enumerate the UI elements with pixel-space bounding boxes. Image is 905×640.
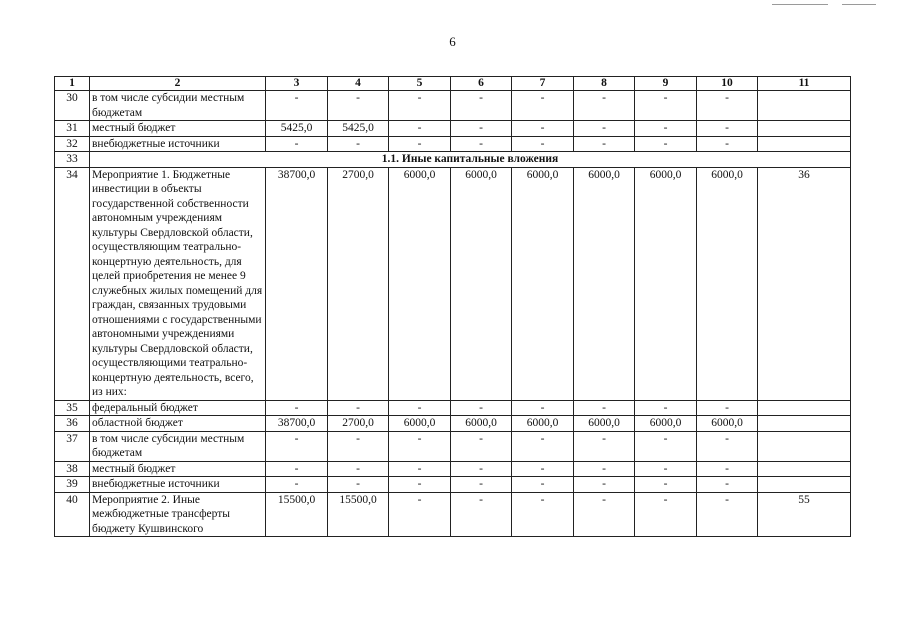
value-cell: - <box>451 91 512 121</box>
row-description: в том числе субсидии местным бюджетам <box>90 91 266 121</box>
value-cell: - <box>635 477 697 493</box>
target-indicator-cell: 36 <box>758 167 851 400</box>
column-header: 8 <box>574 77 635 91</box>
value-cell: - <box>512 121 574 137</box>
column-header: 10 <box>697 77 758 91</box>
value-cell: 6000,0 <box>389 167 451 400</box>
value-cell: 5425,0 <box>328 121 389 137</box>
column-header: 2 <box>90 77 266 91</box>
value-cell: - <box>635 492 697 537</box>
value-cell: - <box>266 91 328 121</box>
value-cell: - <box>574 136 635 152</box>
value-cell: - <box>328 477 389 493</box>
value-cell: 2700,0 <box>328 416 389 432</box>
column-header: 4 <box>328 77 389 91</box>
value-cell: - <box>635 121 697 137</box>
table-row <box>55 121 851 137</box>
value-cell: 38700,0 <box>266 416 328 432</box>
value-cell: - <box>389 492 451 537</box>
column-header: 6 <box>451 77 512 91</box>
target-indicator-cell <box>758 431 851 461</box>
row-number: 34 <box>55 167 90 400</box>
row-description: федеральный бюджет <box>90 400 266 416</box>
value-cell: - <box>512 91 574 121</box>
value-cell: - <box>328 400 389 416</box>
row-number: 30 <box>55 91 90 121</box>
column-header: 1 <box>55 77 90 91</box>
row-number: 36 <box>55 416 90 432</box>
value-cell: - <box>574 91 635 121</box>
value-cell: - <box>635 400 697 416</box>
value-cell: - <box>266 400 328 416</box>
value-cell: 6000,0 <box>697 416 758 432</box>
value-cell: - <box>389 121 451 137</box>
value-cell: 2700,0 <box>328 167 389 400</box>
table-row <box>55 416 851 432</box>
table-row <box>55 477 851 493</box>
value-cell: - <box>451 477 512 493</box>
value-cell: 6000,0 <box>451 416 512 432</box>
value-cell: - <box>574 400 635 416</box>
value-cell: - <box>574 477 635 493</box>
value-cell: 6000,0 <box>389 416 451 432</box>
column-header: 5 <box>389 77 451 91</box>
value-cell: - <box>512 400 574 416</box>
value-cell: - <box>328 91 389 121</box>
value-cell: 6000,0 <box>574 167 635 400</box>
value-cell: - <box>574 492 635 537</box>
value-cell: 6000,0 <box>512 416 574 432</box>
target-indicator-cell <box>758 121 851 137</box>
value-cell: 6000,0 <box>451 167 512 400</box>
column-number-row <box>55 77 851 91</box>
value-cell: - <box>512 136 574 152</box>
row-number: 32 <box>55 136 90 152</box>
target-indicator-cell <box>758 136 851 152</box>
table-body <box>55 77 851 537</box>
value-cell: - <box>697 431 758 461</box>
value-cell: - <box>574 121 635 137</box>
value-cell: - <box>574 431 635 461</box>
table-row <box>55 136 851 152</box>
row-number: 38 <box>55 461 90 477</box>
target-indicator-cell <box>758 461 851 477</box>
row-number: 31 <box>55 121 90 137</box>
row-description: в том числе субсидии местным бюджетам <box>90 431 266 461</box>
value-cell: - <box>697 477 758 493</box>
value-cell: - <box>328 431 389 461</box>
row-number: 33 <box>55 152 90 168</box>
section-title: 1.1. Иные капитальные вложения <box>90 152 851 168</box>
value-cell: 6000,0 <box>635 416 697 432</box>
value-cell: - <box>512 431 574 461</box>
value-cell: - <box>451 461 512 477</box>
column-header: 9 <box>635 77 697 91</box>
value-cell: 6000,0 <box>574 416 635 432</box>
table-row <box>55 400 851 416</box>
target-indicator-cell <box>758 416 851 432</box>
corner-scan-mark <box>772 4 828 5</box>
row-description: областной бюджет <box>90 416 266 432</box>
value-cell: - <box>328 136 389 152</box>
row-description: местный бюджет <box>90 461 266 477</box>
section-row <box>55 152 851 168</box>
target-indicator-cell: 55 <box>758 492 851 537</box>
value-cell: - <box>389 136 451 152</box>
row-number: 40 <box>55 492 90 537</box>
row-number: 37 <box>55 431 90 461</box>
value-cell: 5425,0 <box>266 121 328 137</box>
page-number: 6 <box>449 34 456 49</box>
value-cell: - <box>389 461 451 477</box>
corner-scan-mark-short <box>842 4 876 5</box>
row-description: Мероприятие 2. Иные межбюджетные трансферты бюджету Кушвинского <box>90 492 266 537</box>
row-description: внебюджетные источники <box>90 136 266 152</box>
value-cell: - <box>697 461 758 477</box>
value-cell: - <box>266 136 328 152</box>
value-cell: - <box>512 477 574 493</box>
table-row <box>55 431 851 461</box>
value-cell: - <box>635 136 697 152</box>
row-number: 35 <box>55 400 90 416</box>
value-cell: - <box>635 461 697 477</box>
value-cell: - <box>512 492 574 537</box>
value-cell: - <box>635 431 697 461</box>
value-cell: - <box>574 461 635 477</box>
value-cell: - <box>266 431 328 461</box>
row-number: 39 <box>55 477 90 493</box>
value-cell: 6000,0 <box>635 167 697 400</box>
value-cell: - <box>451 136 512 152</box>
column-header: 3 <box>266 77 328 91</box>
value-cell: - <box>266 461 328 477</box>
value-cell: - <box>697 492 758 537</box>
value-cell: - <box>697 136 758 152</box>
target-indicator-cell <box>758 400 851 416</box>
value-cell: - <box>389 477 451 493</box>
value-cell: 38700,0 <box>266 167 328 400</box>
value-cell: - <box>389 91 451 121</box>
value-cell: - <box>512 461 574 477</box>
target-indicator-cell <box>758 477 851 493</box>
value-cell: - <box>389 400 451 416</box>
target-indicator-cell <box>758 91 851 121</box>
value-cell: - <box>697 121 758 137</box>
value-cell: - <box>451 492 512 537</box>
row-description: Мероприятие 1. Бюджетные инвестиции в объекты государственной собственности автономным учреждениям культуры Свердловской области, осуществляющим театрально-концертную деятельность, для целей приобретения не менее 9 служебных жилых помещений для граждан, связанных трудовыми отношениями с государственными автономными учреждениями культуры Свердловской области, осуществляющими театрально-концертную деятельность, всего, из них: <box>90 167 266 400</box>
table-row <box>55 461 851 477</box>
value-cell: - <box>635 91 697 121</box>
value-cell: 15500,0 <box>328 492 389 537</box>
table-row <box>55 91 851 121</box>
value-cell: - <box>697 91 758 121</box>
value-cell: - <box>266 477 328 493</box>
value-cell: - <box>697 400 758 416</box>
value-cell: - <box>328 461 389 477</box>
value-cell: - <box>389 431 451 461</box>
column-header: 11 <box>758 77 851 91</box>
table-row <box>55 492 851 537</box>
table-row <box>55 167 851 400</box>
value-cell: - <box>451 431 512 461</box>
value-cell: 15500,0 <box>266 492 328 537</box>
value-cell: - <box>451 400 512 416</box>
value-cell: 6000,0 <box>697 167 758 400</box>
value-cell: - <box>451 121 512 137</box>
row-description: местный бюджет <box>90 121 266 137</box>
row-description: внебюджетные источники <box>90 477 266 493</box>
column-header: 7 <box>512 77 574 91</box>
budget-table <box>54 76 851 537</box>
value-cell: 6000,0 <box>512 167 574 400</box>
